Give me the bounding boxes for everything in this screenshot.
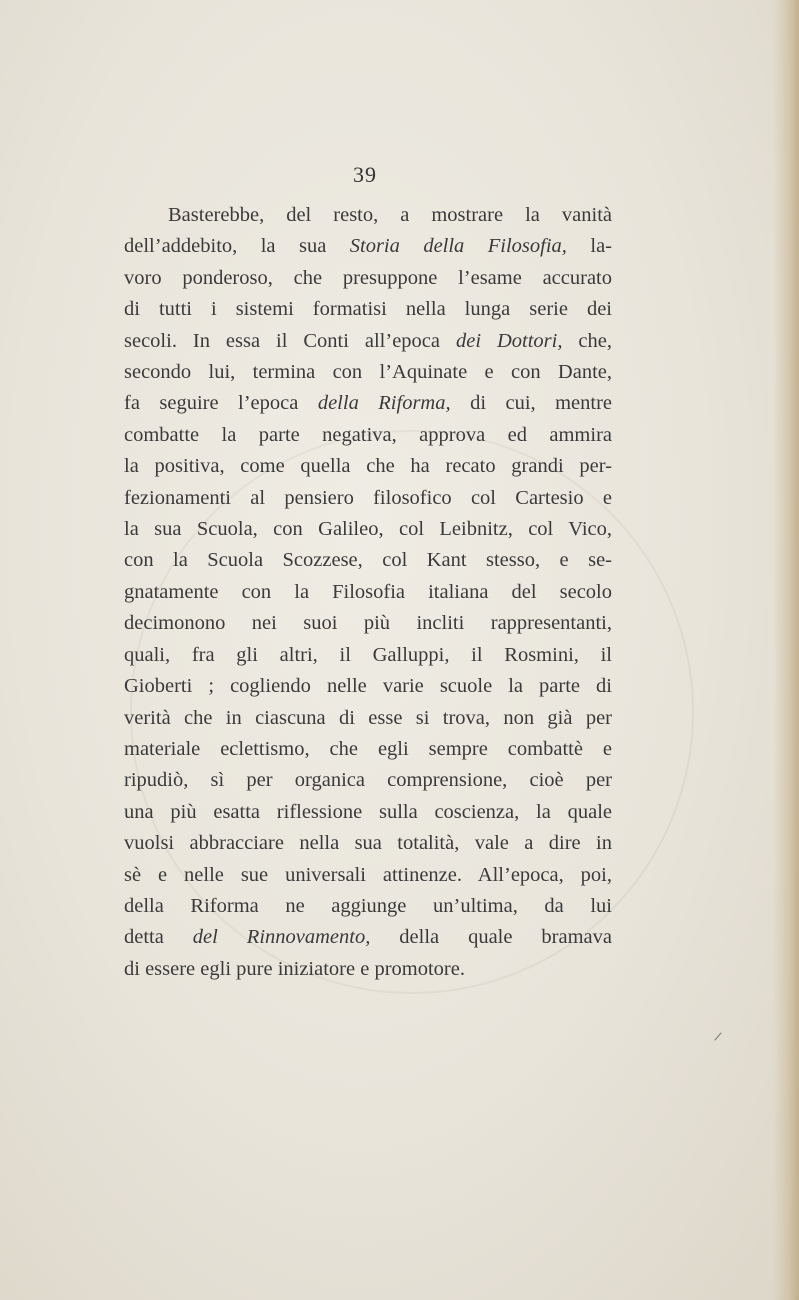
- text-line: la sua Scuola, con Galileo, col Leibnitz, col Vico,: [124, 518, 612, 541]
- text-line: la positiva, come quella che ha recato grandi per-: [124, 455, 612, 478]
- body-paragraph: [124, 200, 612, 985]
- text-line: vuolsi abbracciare nella sua totalità, vale a dire in: [124, 832, 612, 855]
- pencil-mark: [714, 1032, 721, 1040]
- text-line: combatte la parte negativa, approva ed ammira: [124, 423, 612, 446]
- text-line: voro ponderoso, che presuppone l’esame accurato: [124, 266, 612, 289]
- text-line: sè e nelle sue universali attinenze. All’epoca, poi,: [124, 863, 612, 886]
- italic-phrase: della Riforma,: [317, 392, 451, 415]
- text-line: una più esatta riflessione sulla coscienza, la quale: [124, 800, 612, 823]
- text-line: di essere egli pure iniziatore e promotore.: [124, 957, 465, 980]
- text-line: dell’addebito, la sua Storia della Filosofia, la-: [124, 235, 612, 258]
- page-edge-shadow: [773, 0, 799, 1300]
- text-line: secoli. In essa il Conti all’epoca dei Dottori, che,: [124, 329, 612, 352]
- text-line: Gioberti ; cogliendo nelle varie scuole la parte di: [124, 675, 612, 698]
- italic-phrase: dei Dottori,: [455, 329, 563, 352]
- text-line: detta del Rinnovamento, della quale bramava: [124, 926, 612, 949]
- text-line: secondo lui, termina con l’Aquinate e con Dante,: [124, 361, 612, 384]
- text-line: materiale eclettismo, che egli sempre combattè e: [124, 737, 612, 760]
- text-line: Basterebbe, del resto, a mostrare la vanità: [168, 204, 612, 226]
- italic-phrase: del Rinnovamento,: [192, 926, 371, 949]
- text-line: verità che in ciascuna di esse si trova, non già per: [124, 706, 612, 729]
- text-line: di tutti i sistemi formatisi nella lunga serie dei: [124, 298, 612, 321]
- text-line: con la Scuola Scozzese, col Kant stesso, e se-: [124, 549, 612, 572]
- italic-title: Storia della Filosofia,: [349, 235, 567, 258]
- text-line: gnatamente con la Filosofia italiana del secolo: [124, 580, 612, 603]
- text-line: quali, fra gli altri, il Galluppi, il Rosmini, il: [124, 643, 612, 666]
- text-line: fezionamenti al pensiero filosofico col Cartesio e: [124, 486, 612, 509]
- text-line: decimonono nei suoi più incliti rappresentanti,: [124, 612, 612, 635]
- text-line: ripudiò, sì per organica comprensione, cioè per: [124, 769, 612, 792]
- page-number: 39: [353, 162, 377, 187]
- text-line: della Riforma ne aggiunge un’ultima, da lui: [124, 894, 612, 917]
- text-line: fa seguire l’epoca della Riforma, di cui, mentre: [124, 392, 613, 415]
